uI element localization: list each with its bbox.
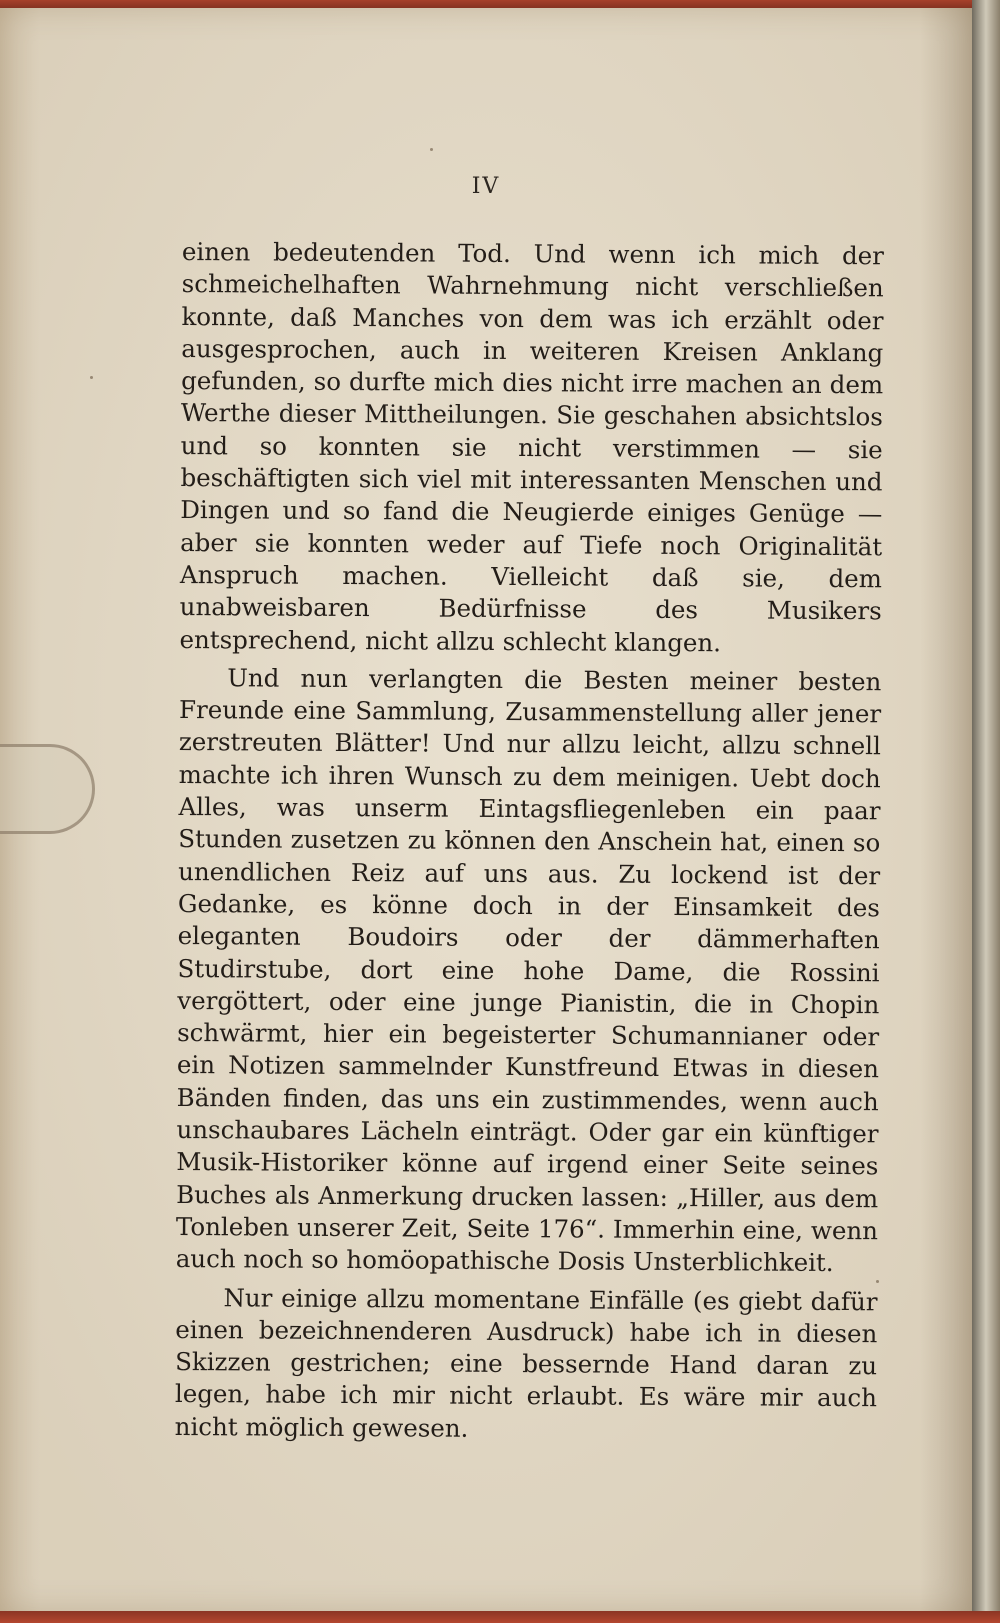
body-text [175,236,884,1447]
book-cover-right-edge [972,0,1000,1623]
paragraph-2: Und nun verlangten die Besten meiner besten Freunde eine Sammlung, Zusammenstellung aller jener zerstreuten Blätter! Und nur allzu leicht, allzu schnell machte ich ihren Wunsch zu dem meinigen. Uebt doch Alles, was unserm Eintagsfliegenleben ein paar Stunden zusetzen zu können den Anschein hat, einen so unendlichen Reiz auf uns aus. Zu lockend ist der Gedanke, es könne doch in der Einsamkeit des eleganten Boudoirs oder der dämmerhaften Studirstube, dort eine hohe Dame, die Rossini vergöttert, oder eine junge Pianistin, die in Chopin schwärmt, hier ein begeisterter Schumannianer oder ein Notizen sammelnder Kunstfreund Etwas in diesen Bänden finden, das uns ein zustimmendes, wenn auch unschaubares Lächeln einträgt. Oder gar ein künftiger Musik-Historiker könne auf irgend einer Seite seines Buches als Anmerkung drucken lassen: „Hiller, aus dem Tonleben unserer Zeit, Seite 176“. Immerhin eine, wenn auch noch so homöopathische Dosis Unsterblichkeit. [175,663,882,1278]
paragraph-1: einen bedeutenden Tod. Und wenn ich mich der schmeichelhaften Wahrnehmung nicht verschließen konnte, daß Manches von dem was ich erzählt oder ausgesprochen, auch in weiteren Kreisen Anklang gefunden, so durfte mich dies nicht irre machen an dem Werthe dieser Mittheilungen. Sie geschahen absichtslos und so konnten sie nicht verstimmen — sie beschäftigten sich viel mit interessanten Menschen und Dingen und so fand die Neugierde einiges Genüge — aber sie konnten weder auf Tiefe noch Originalität Anspruch machen. Vielleicht daß sie, dem unabweisbaren Bedürfnisse des Musikers entsprechend, nicht allzu schlecht klangen. [179,236,884,657]
book-cover-bottom-edge [0,1611,1000,1623]
paper-speck [430,148,433,151]
paper-speck [90,376,93,379]
paragraph-3: Nur einige allzu momentane Einfälle (es giebt dafür einen bezeichnenderen Ausdruck) habe ich in diesen Skizzen gestrichen; eine bessernde Hand daran zu legen, habe ich mir nicht erlaubt. Es wäre mir auch nicht möglich gewesen. [174,1282,878,1443]
page-number: IV [471,174,501,199]
book-page [0,8,972,1612]
bookmark-ribbon [0,744,95,834]
